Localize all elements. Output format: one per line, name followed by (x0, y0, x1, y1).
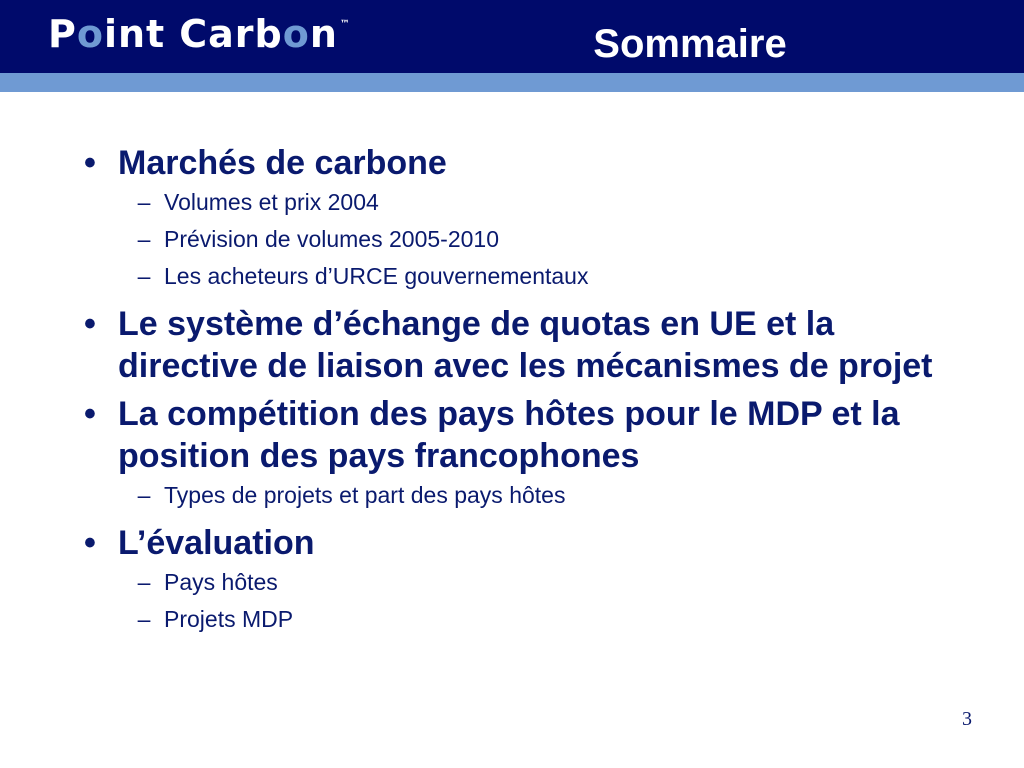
sub-bullet-marker: – (137, 226, 151, 252)
header-bar (0, 0, 1024, 73)
bullet-marker: • (84, 305, 96, 343)
logo-letter: P (48, 12, 77, 56)
sub-bullet-item (78, 221, 958, 258)
logo-letter-accent: o (76, 12, 104, 56)
bullet-item (78, 522, 958, 564)
bullet-item (78, 393, 958, 477)
sub-bullet-text: Projets MDP (164, 606, 294, 632)
sub-bullet-marker: – (137, 606, 151, 632)
logo-letters: arb (208, 12, 283, 56)
bullet-text: L’évaluation (118, 524, 315, 562)
spacer (78, 514, 958, 516)
point-carbon-logo (48, 12, 350, 56)
bullet-marker: • (84, 144, 96, 182)
sub-bullet-marker: – (137, 482, 151, 508)
logo-letter: n (309, 12, 338, 56)
sub-bullet-text: Les acheteurs d’URCE gouvernementaux (164, 263, 589, 289)
bullet-item (78, 303, 958, 387)
sub-bullet-item (78, 564, 958, 601)
sub-bullet-item (78, 184, 958, 221)
sub-bullet-item (78, 258, 958, 295)
page-number: 3 (962, 708, 972, 730)
bullet-marker: • (84, 395, 96, 433)
bullet-text: Marchés de carbone (118, 144, 447, 182)
sub-bullet-marker: – (137, 569, 151, 595)
bullet-text: La compétition des pays hôtes pour le MDP et la position des pays francophones (118, 395, 900, 475)
spacer (78, 295, 958, 297)
bullet-item (78, 142, 958, 184)
bullet-list (78, 136, 958, 638)
bullet-marker: • (84, 524, 96, 562)
sub-bullet-text: Types de projets et part des pays hôtes (164, 482, 566, 508)
sub-bullet-marker: – (137, 189, 151, 215)
sub-bullet-item (78, 601, 958, 638)
sub-bullet-marker: – (137, 263, 151, 289)
bullet-text: Le système d’échange de quotas en UE et la directive de liaison avec les mécanismes de projet (118, 305, 933, 385)
sub-bullet-item (78, 477, 958, 514)
header-stripe (0, 73, 1024, 92)
sub-bullet-text: Pays hôtes (164, 569, 278, 595)
slide-title: Sommaire (593, 22, 787, 66)
logo-letter-accent: o (282, 12, 310, 56)
logo-letters: int (103, 12, 166, 56)
sub-bullet-text: Volumes et prix 2004 (164, 189, 379, 215)
sub-bullet-text: Prévision de volumes 2005-2010 (164, 226, 499, 252)
logo-trademark: ™ (339, 19, 350, 30)
logo-letter: C (179, 12, 209, 56)
